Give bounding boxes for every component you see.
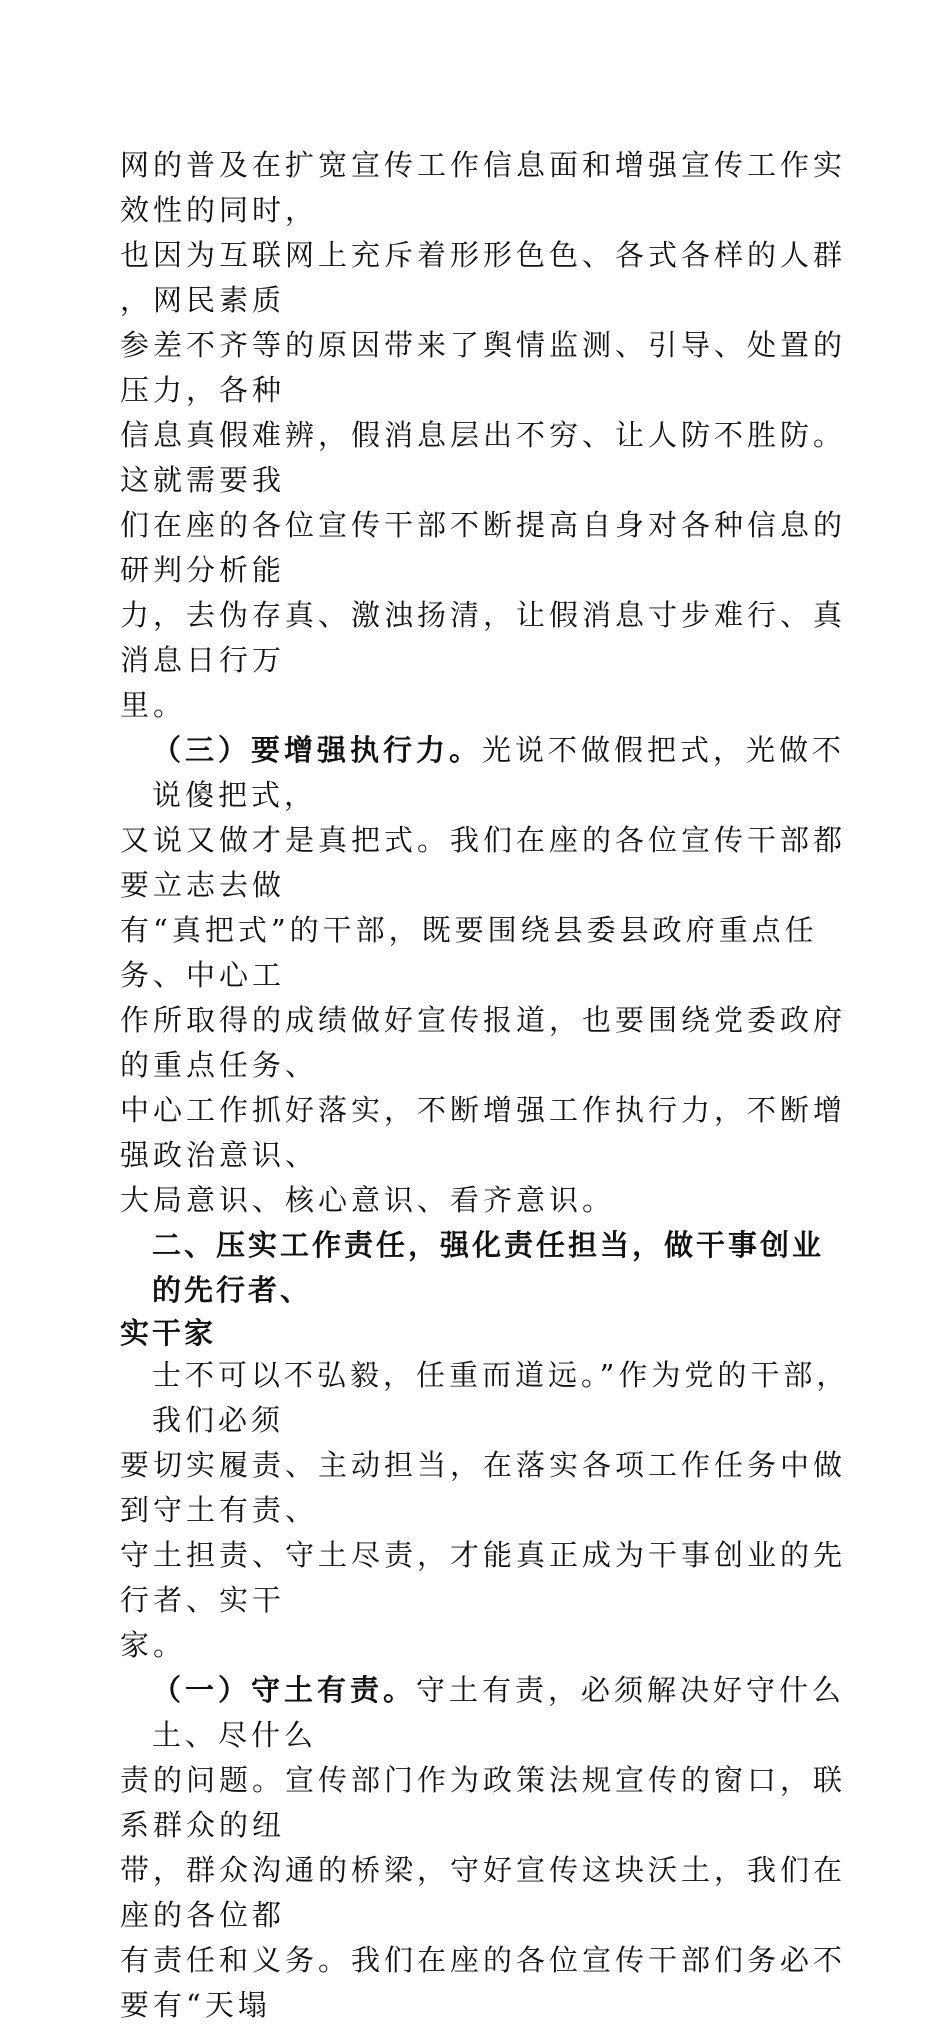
paragraph-1 xyxy=(120,143,850,728)
text-line: 有“真把式”的干部，既要围绕县委县政府重点任务、中心工 xyxy=(120,913,818,992)
paragraph-2 xyxy=(120,728,850,1223)
text-span: 光说不做假把式，光做不说傻把式， xyxy=(152,733,846,812)
text-line: 大局意识、核心意识、看齐意识。 xyxy=(120,1183,616,1217)
text-line xyxy=(120,728,850,818)
text-line: 网的普及在扩宽宣传工作信息面和增强宣传工作实效性的同时， xyxy=(120,148,847,227)
text-line: 士不可以不弘毅，任重而道远。”作为党的干部，我们必须 xyxy=(152,1358,850,1437)
text-line: 责的问题。宣传部门作为政策法规宣传的窗口，联系群众的纽 xyxy=(120,1763,847,1842)
text-line: 又说又做才是真把式。我们在座的各位宣传干部都要立志去做 xyxy=(120,823,847,902)
text-line: 家。 xyxy=(120,1628,187,1662)
text-line: 要切实履责、主动担当，在落实各项工作任务中做到守土有责、 xyxy=(120,1448,847,1527)
text-line: 守土担责、守土尽责，才能真正成为干事创业的先行者、实干 xyxy=(120,1538,847,1617)
document-page xyxy=(120,143,850,2028)
paragraph-3 xyxy=(120,1353,850,1668)
text-line: 信息真假难辨，假消息层出不穷、让人防不胜防。这就需要我 xyxy=(120,418,847,497)
text-span: 守土有责，必须解决好守什么土、尽什么 xyxy=(152,1673,846,1752)
text-line: 力，去伪存真、激浊扬清，让假消息寸步难行、真消息日行万 xyxy=(120,598,847,677)
text-line: 参差不齐等的原因带来了舆情监测、引导、处置的压力，各种 xyxy=(120,328,847,407)
text-line: 中心工作抓好落实，不断增强工作执行力，不断增强政治意识、 xyxy=(120,1093,847,1172)
heading-line: 实干家 xyxy=(120,1316,217,1350)
text-line: 带，群众沟通的桥梁，守好宣传这块沃土，我们在座的各位都 xyxy=(120,1853,847,1932)
text-line xyxy=(120,1668,850,1758)
paragraph-4 xyxy=(120,1668,850,2028)
text-line: 们在座的各位宣传干部不断提高自身对各种信息的研判分析能 xyxy=(120,508,847,587)
text-line: 里。 xyxy=(120,688,187,722)
section-heading xyxy=(120,1223,850,1353)
subheading-lead: （三）要增强执行力。 xyxy=(152,733,483,767)
text-line: 作所取得的成绩做好宣传报道，也要围绕党委政府的重点任务、 xyxy=(120,1003,847,1082)
heading-line: 二、压实工作责任，强化责任担当，做干事创业的先行者、 xyxy=(152,1228,825,1307)
text-line: 也因为互联网上充斥着形形色色、各式各样的人群，网民素质 xyxy=(120,238,847,317)
text-line: 有责任和义务。我们在座的各位宣传干部们务必不要有“天塌 xyxy=(120,1943,847,2022)
subheading-lead: （一）守土有责。 xyxy=(152,1673,417,1707)
